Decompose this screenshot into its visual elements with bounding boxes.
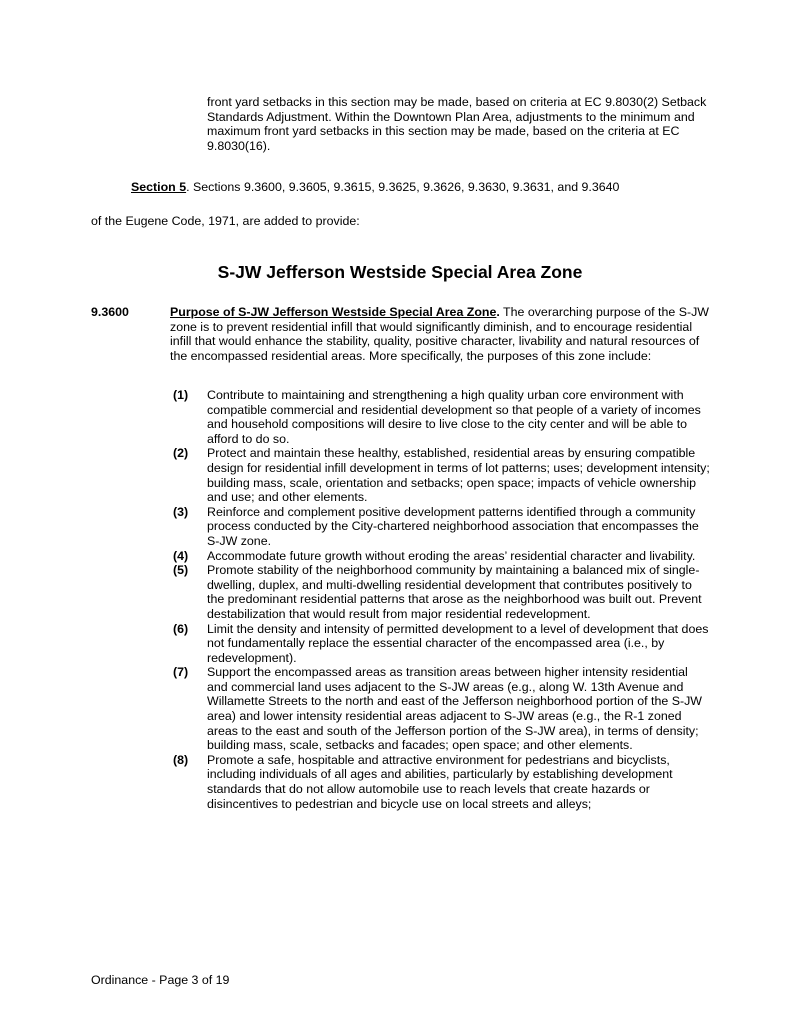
section-5-line [131,180,721,194]
list-item-text: Promote a safe, hospitable and attractive environment for pedestrians and bicyclists, including individuals of all ages and abilities, particularly by establishing development standards that do not allow automobile use to reach levels that create hazards or disincentives to pedestrian and bicycle use on local streets and alleys; [207,752,673,811]
list-item-number: (1) [173,388,189,402]
list-item-text: Reinforce and complement positive development patterns identified through a community process conducted by the City-chartered neighborhood association that encompasses the S-JW zone. [207,504,699,548]
list-item-text: Support the encompassed areas as transition areas between higher intensity residential and commercial land uses adjacent to the S-JW areas (e.g., along W. 13th Avenue and Willamette Streets to the north and east of the Jefferson neighborhood portion of the S-JW area) and lower intensity residential areas adjacent to S-JW areas (e.g., the R-1 zoned areas to the east and south of the Jefferson portion of the S-JW area), in terms of density; building mass, scale, setbacks and facades; open space; and other elements. [207,665,702,753]
list-item-number: (6) [173,621,189,636]
list-item-number: (4) [173,548,189,563]
section-number: 9.3600 [91,305,129,319]
section-5-continuation: of the Eugene Code, 1971, are added to provide: [91,214,360,228]
list-item-text: Protect and maintain these healthy, established, residential areas by ensuring compatible design for residential infill development in terms of lot patterns; uses; development intensity; building mass, scale, orientation and setbacks; open space; impacts of vehicle ownership and use; and other elements. [207,446,710,505]
list-item [170,505,710,549]
list-item-number: (5) [173,563,189,578]
list-item-number: (8) [173,752,189,767]
purpose-heading-period: . [496,305,500,319]
list-item [170,753,710,811]
list-item-number: (3) [173,504,189,519]
list-item [170,563,710,621]
list-item-number: (2) [173,446,189,461]
list-item-text: Accommodate future growth without eroding the areas’ residential character and livability. [207,548,696,563]
list-item [170,446,710,504]
purpose-heading: Purpose of S-JW Jefferson Westside Special Area Zone [170,305,497,319]
list-item [170,388,710,446]
list-item [170,549,710,564]
list-item-number: (7) [173,665,189,680]
zone-title: S-JW Jefferson Westside Special Area Zone [217,262,583,282]
list-item-text: Promote stability of the neighborhood community by maintaining a balanced mix of single-dwelling, duplex, and multi-dwelling residential development that contributes positively to the predominant residential patterns that arose as the neighborhood was built out. Prevent destabilization that would result from major residential redevelopment. [207,563,702,621]
purpose-list [170,388,710,811]
section-5-label: Section 5 [131,180,187,194]
page-footer: Ordinance - Page 3 of 19 [91,973,230,987]
list-item [170,622,710,666]
list-item-text: Contribute to maintaining and strengthening a high quality urban core environment with compatible commercial and residential development so that people of a variety of incomes and household compositions will desire to live close to the city center and will be able to afford to do so. [207,388,701,446]
section-5-text: . Sections 9.3600, 9.3605, 9.3615, 9.3625, 9.3626, 9.3630, 9.3631, and 9.3640 [186,180,620,194]
intro-paragraph: front yard setbacks in this section may be made, based on criteria at EC 9.8030(2) Setback Standards Adjustment. Within the Downtown Plan Area, adjustments to the minimum and maximum front yard setbacks in this section may be made, based on the criteria at EC 9.8030(16). [207,95,707,153]
purpose-paragraph [170,305,710,363]
list-item-text: Limit the density and intensity of permitted development to a level of development that does not fundamentally replace the essential character of the encompassed area (i.e., by redevelopment). [207,621,709,665]
purpose-body: The overarching purpose of the S-JW zone is to prevent residential infill that would significantly diminish, and to encourage residential infill that would enhance the stability, quality, positive character, livability and natural resources of the encompassed residential areas. More specifically, the purposes of this zone include: [170,305,709,363]
list-item [170,665,710,753]
